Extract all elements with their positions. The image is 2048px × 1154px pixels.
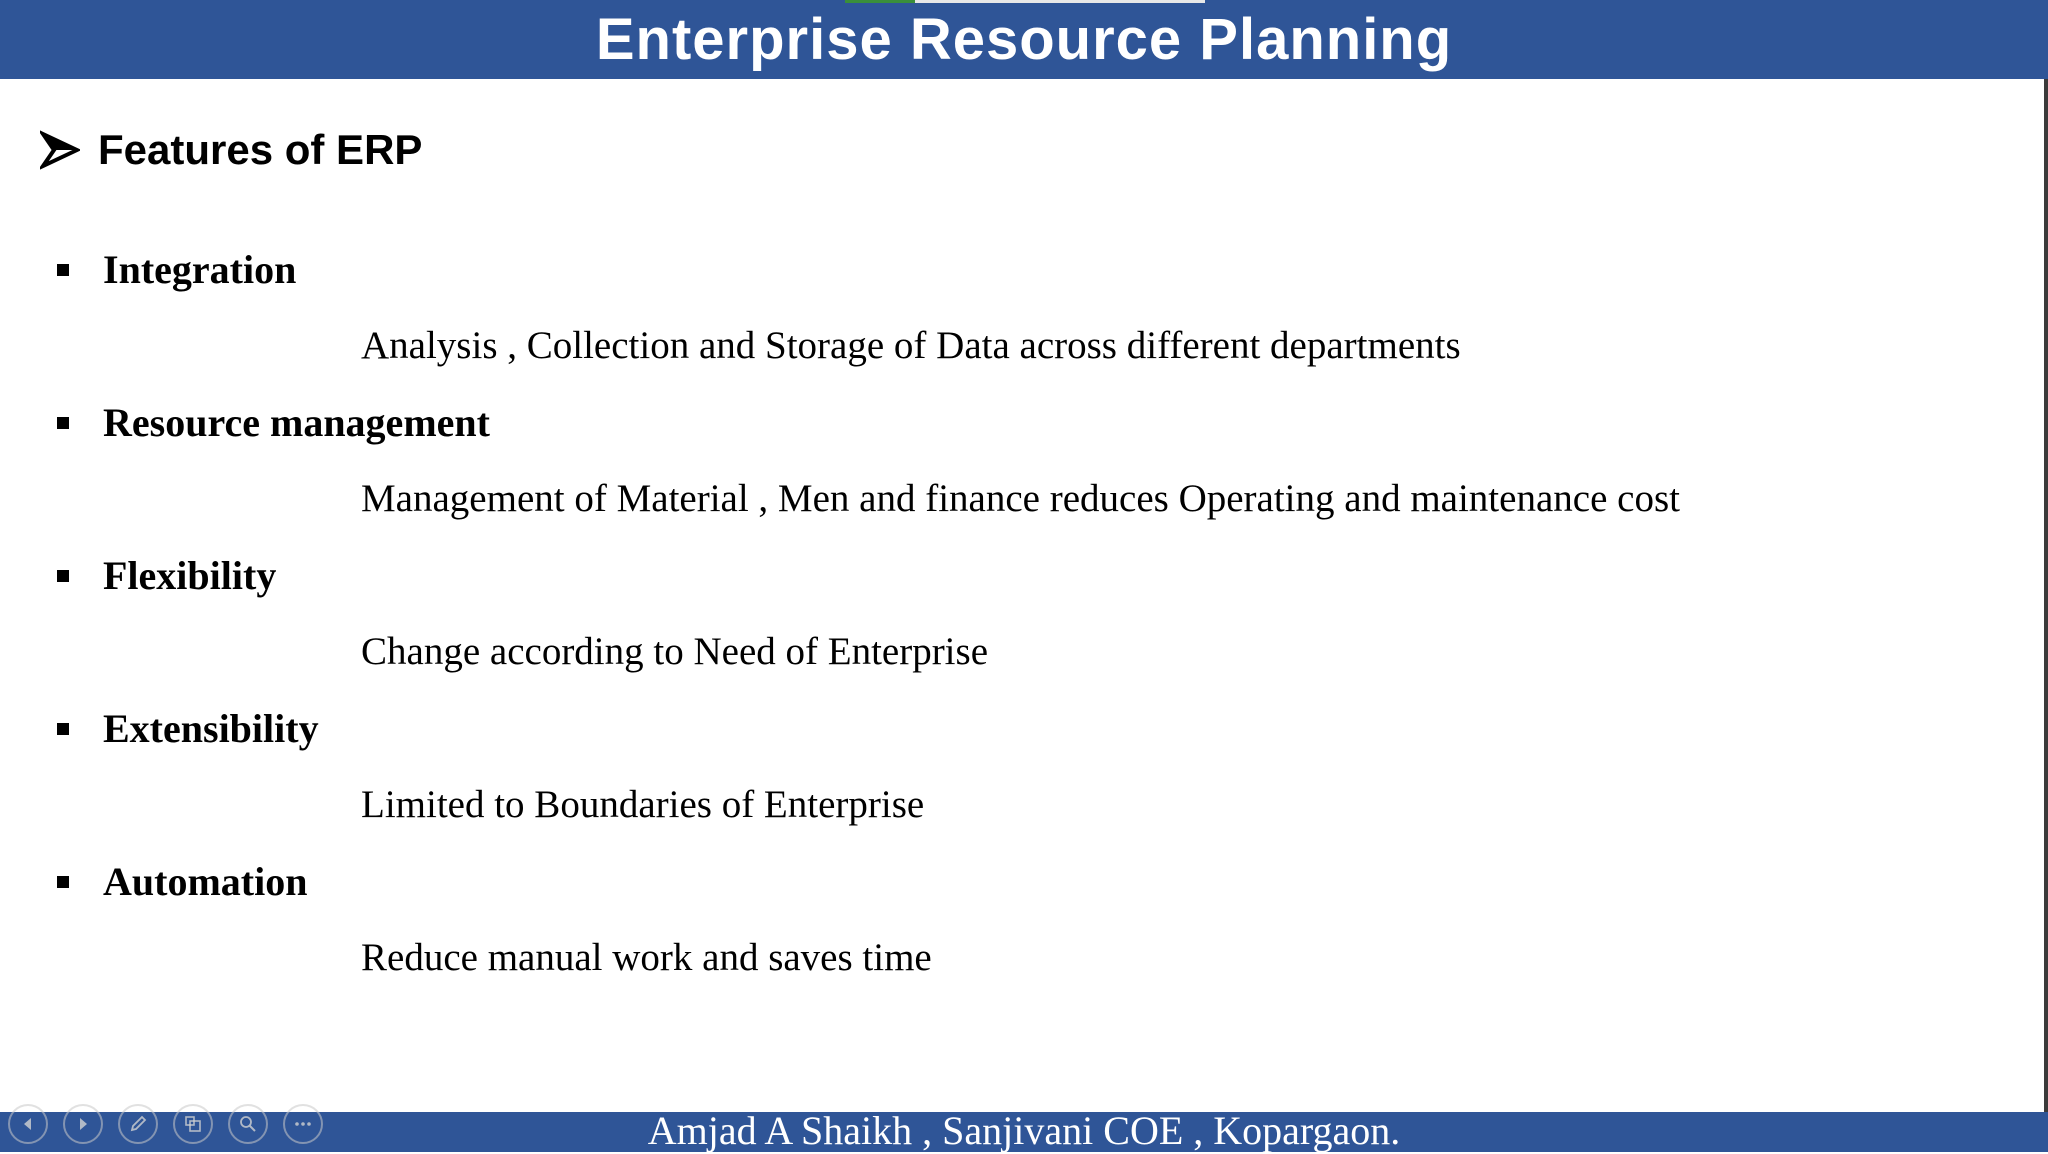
square-bullet-icon — [57, 570, 69, 582]
feature-title: Integration — [103, 247, 297, 292]
feature-title: Automation — [103, 859, 308, 904]
section-heading — [40, 120, 422, 180]
feature-description: Change according to Need of Enterprise — [361, 630, 989, 673]
next-slide-icon[interactable] — [63, 1104, 103, 1144]
footer-text: Amjad A Shaikh , Sanjivani COE , Kopargaon. — [647, 1108, 1401, 1153]
slides-overview-icon[interactable] — [173, 1104, 213, 1144]
feature-description: Limited to Boundaries of Enterprise — [361, 783, 925, 826]
slideshow-controls — [8, 1104, 323, 1146]
previous-slide-icon[interactable] — [8, 1104, 48, 1144]
feature-description: Analysis , Collection and Storage of Data across different departments — [361, 324, 1461, 367]
square-bullet-icon — [57, 723, 69, 735]
title-accent-line-light — [915, 0, 1205, 3]
feature-title: Flexibility — [103, 553, 277, 598]
section-heading-text: Features of ERP — [98, 126, 423, 173]
feature-title: Extensibility — [103, 706, 319, 751]
square-bullet-icon — [57, 876, 69, 888]
feature-description: Management of Material , Men and finance reduces Operating and maintenance cost — [361, 477, 1680, 520]
slide-right-edge — [2044, 79, 2048, 1112]
feature-description: Reduce manual work and saves time — [361, 936, 932, 979]
title-accent-line — [845, 0, 915, 3]
square-bullet-icon — [57, 264, 69, 276]
zoom-icon[interactable] — [228, 1104, 268, 1144]
feature-title: Resource management — [103, 400, 490, 445]
square-bullet-icon — [57, 417, 69, 429]
more-options-icon[interactable] — [283, 1104, 323, 1144]
arrow-bullet-icon — [40, 130, 80, 170]
pen-icon[interactable] — [118, 1104, 158, 1144]
slide-title: Enterprise Resource Planning — [595, 7, 1453, 72]
